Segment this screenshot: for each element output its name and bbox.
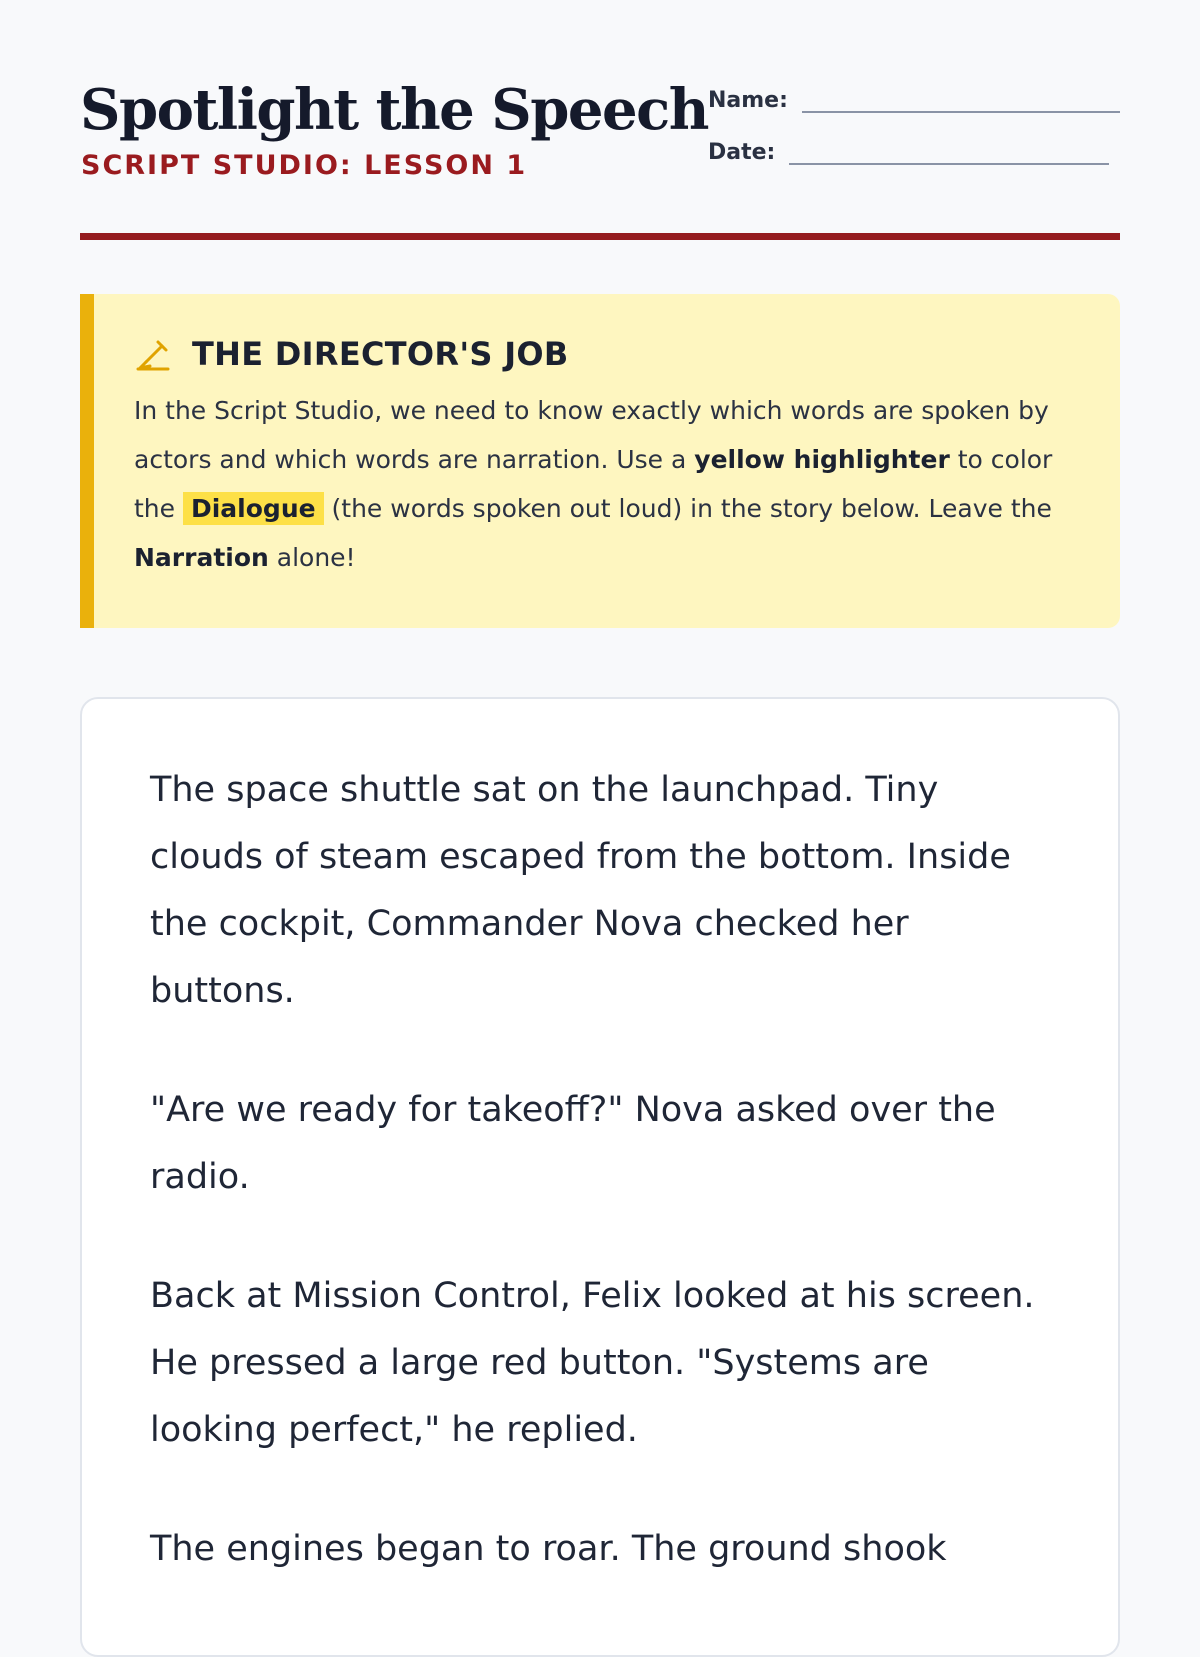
story-card — [80, 697, 1120, 1657]
date-label: Date: — [708, 140, 776, 165]
callout-instructions — [134, 386, 1080, 582]
header-divider — [80, 233, 1120, 240]
name-label: Name: — [708, 88, 788, 113]
instructions-callout — [80, 294, 1120, 628]
story-paragraph[interactable]: The space shuttle sat on the launchpad. Tiny clouds of steam escaped from the bottom. Inside the cockpit, Commander Nova checked her buttons. — [150, 770, 1011, 1011]
instructions-text: to color the — [134, 445, 1053, 523]
callout-header — [134, 334, 1080, 374]
bold-narration: Narration — [134, 543, 269, 572]
story-paragraph[interactable]: The engines began to roar. The ground shook — [150, 1529, 947, 1569]
instructions-text: alone! — [268, 543, 356, 572]
dialogue-highlight: Dialogue — [183, 492, 324, 525]
date-line[interactable] — [789, 143, 1109, 165]
name-line[interactable] — [802, 91, 1120, 113]
name-field[interactable] — [708, 88, 1120, 113]
callout-title: THE DIRECTOR'S JOB — [192, 335, 569, 373]
highlighter-pen-icon — [134, 336, 170, 372]
instructions-text: In the Script Studio, we need to know exactly which words are spoken by actors and which words are narration. Use a — [134, 396, 1049, 474]
worksheet-header — [80, 78, 1120, 238]
story-paragraph[interactable]: Back at Mission Control, Felix looked at his screen. He pressed a large red button. "Systems are looking perfect," he replied. — [150, 1276, 1035, 1450]
bold-yellow-highlighter: yellow highlighter — [694, 445, 950, 474]
story-paragraph[interactable]: "Are we ready for takeoff?" Nova asked over the radio. — [150, 1090, 996, 1197]
instructions-text: (the words spoken out loud) in the story below. Leave the — [323, 494, 1052, 523]
date-field[interactable] — [708, 140, 1109, 165]
lesson-subtitle: SCRIPT STUDIO: LESSON 1 — [81, 150, 528, 181]
page-title: Spotlight the Speech — [80, 77, 708, 143]
